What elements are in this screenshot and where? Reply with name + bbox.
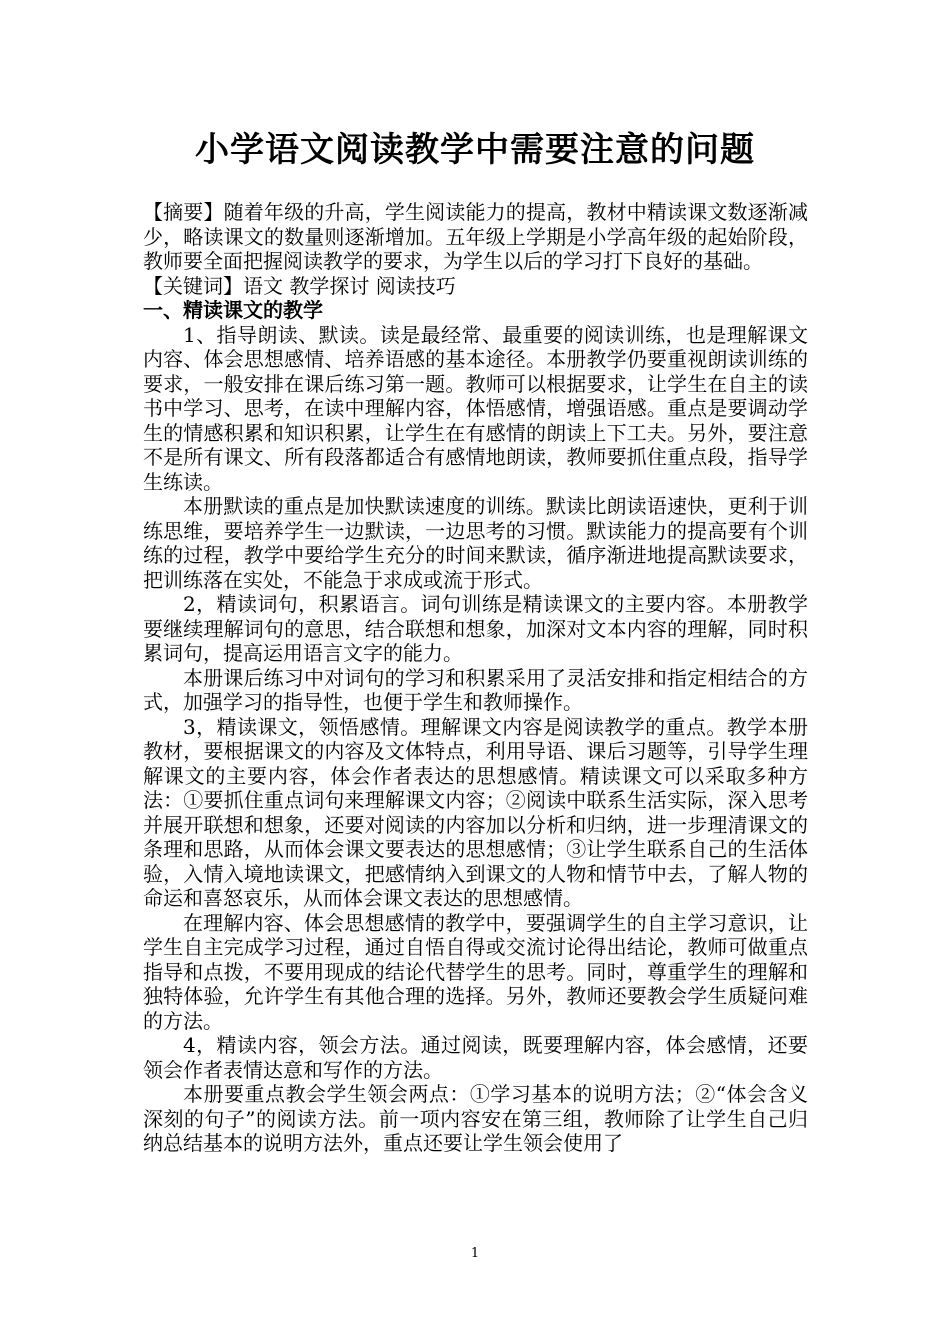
document-body — [143, 200, 808, 1156]
body-paragraph: 本册要重点教会学生领会两点：①学习基本的说明方法；②“体会含义深刻的句子”的阅读方法。前一项内容安在第三组，教师除了让学生自己归纳总结基本的说明方法外，重点还要让学生领会使用了 — [143, 1082, 808, 1155]
body-paragraph: 4，精读内容，领会方法。通过阅读，既要理解内容，体会感情，还要领会作者表情达意和写作的方法。 — [143, 1033, 808, 1082]
page-number: 1 — [470, 1246, 480, 1261]
body-paragraph: 3，精读课文，领悟感情。理解课文内容是阅读教学的重点。教学本册教材，要根据课文的内容及文体特点，利用导语、课后习题等，引导学生理解课文的主要内容，体会作者表达的思想感情。精读课文可以采取多种方法：①要抓住重点词句来理解课文内容；②阅读中联系生活实际，深入思考并展开联想和想象，还要对阅读的内容加以分析和归纳，进一步理清课文的条理和思路，从而体会课文要表达的思想感情；③让学生联系自己的生活体验，入情入境地读课文，把感情纳入到课文的人物和情节中去，了解人物的命运和喜怒哀乐，从而体会课文表达的思想感情。 — [143, 714, 808, 910]
body-paragraph: 本册默读的重点是加快默读速度的训练。默读比朗读语速快，更利于训练思维，要培养学生一边默读，一边思考的习惯。默读能力的提高要有个训练的过程，教学中要给学生充分的时间来默读，循序渐进地提高默读要求，把训练落在实处，不能急于求成或流于形式。 — [143, 494, 808, 592]
body-paragraph: 1、指导朗读、默读。读是最经常、最重要的阅读训练，也是理解课文内容、体会思想感情、培养语感的基本途径。本册教学仍要重视朗读训练的要求，一般安排在课后练习第一题。教师可以根据要求，让学生在自主的读书中学习、思考，在读中理解内容，体悟感情，增强语感。重点是要调动学生的情感积累和知识积累，让学生在有感情的朗读上下工夫。另外，要注意不是所有课文、所有段落都适合有感情地朗读，教师要抓住重点段，指导学生练读。 — [143, 322, 808, 494]
body-paragraph: 在理解内容、体会思想感情的教学中，要强调学生的自主学习意识，让学生自主完成学习过程，通过自悟自得或交流讨论得出结论，教师可做重点指导和点拨，不要用现成的结论代替学生的思考。同时，尊重学生的理解和独特体验，允许学生有其他合理的选择。另外，教师还要教会学生质疑问难的方法。 — [143, 910, 808, 1033]
section-heading: 一、精读课文的教学 — [143, 298, 323, 322]
body-paragraph: 2，精读词句，积累语言。词句训练是精读课文的主要内容。本册教学要继续理解词句的意思，结合联想和想象，加深对文本内容的理解，同时积累词句，提高运用语言文字的能力。 — [143, 592, 808, 665]
page-title: 小学语文阅读教学中需要注意的问题 — [195, 130, 755, 170]
abstract-paragraph: 【摘要】随着年级的升高，学生阅读能力的提高，教材中精读课文数逐渐减少，略读课文的数量则逐渐增加。五年级上学期是小学高年级的起始阶段，教师要全面把握阅读教学的要求，为学生以后的学习打下良好的基础。 — [143, 200, 808, 273]
body-paragraph: 本册课后练习中对词句的学习和积累采用了灵活安排和指定相结合的方式，加强学习的指导性，也便于学生和教师操作。 — [143, 665, 808, 714]
keywords-line: 【关键词】语文 教学探讨 阅读技巧 — [143, 273, 456, 298]
